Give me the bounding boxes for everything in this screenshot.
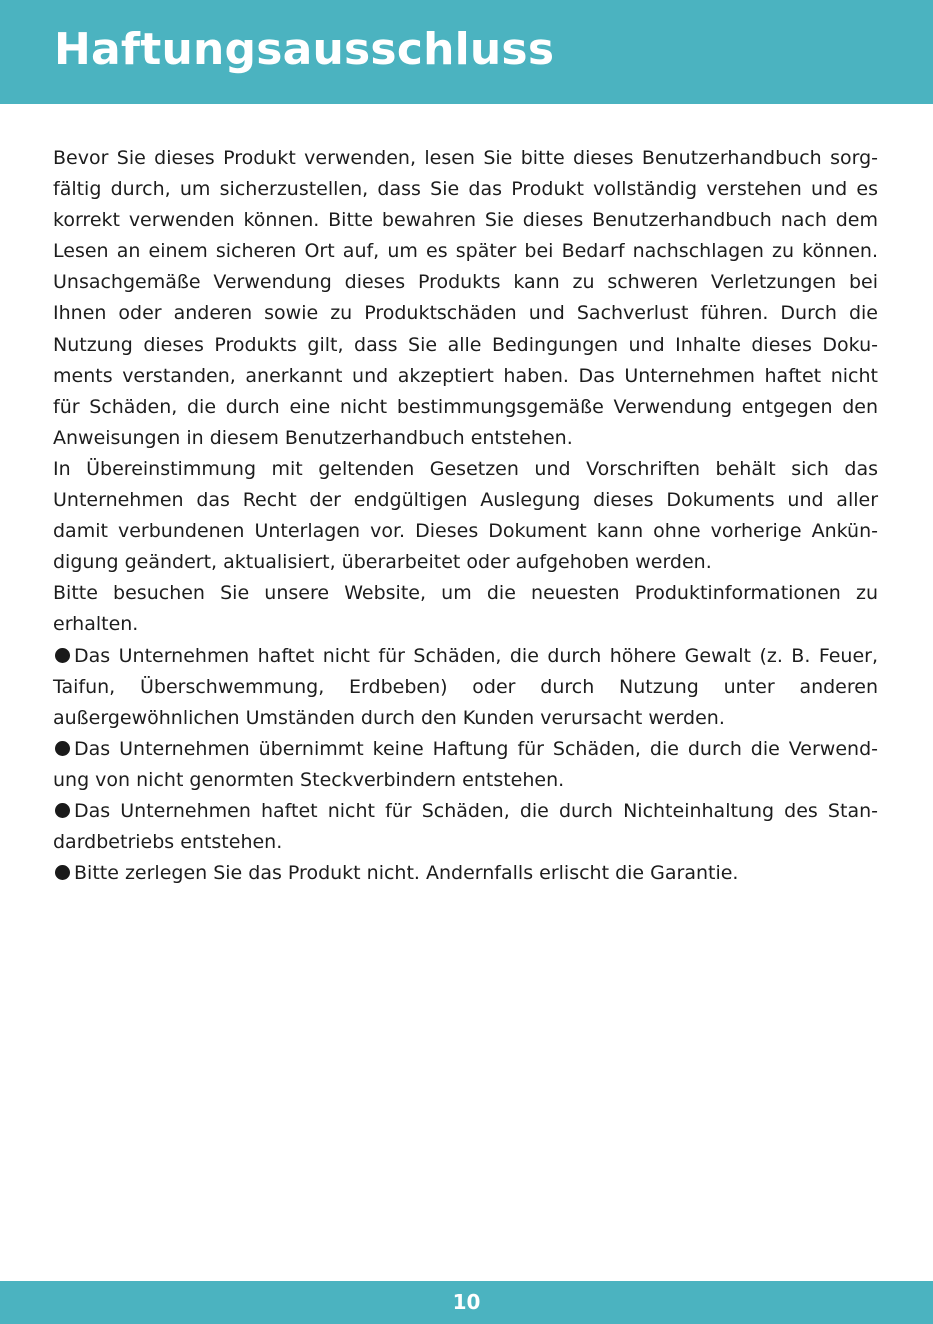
footer-bar xyxy=(0,1281,933,1324)
bullet-dot-icon xyxy=(55,865,70,880)
bullet-dot-icon xyxy=(55,803,70,818)
website-paragraph: Bitte besuchen Sie unsere Website, um die neuesten Produktinformationen zu erhalten. xyxy=(53,582,878,636)
bullet-text: Das Unternehmen haftet nicht für Schäden, die durch höhere Gewalt (z. B. Feuer, Taifun, Überschwemmung, Erdbeben) oder durch Nutzung unter anderen außergewöhnlichen Umständen durch den Kunden verursacht werden. xyxy=(53,644,878,729)
bullet-item xyxy=(53,796,878,858)
bullet-item xyxy=(53,858,878,889)
intro-paragraph: Bevor Sie dieses Produkt verwenden, lesen Sie bitte dieses Benutzerhandbuch sorgfältig durch, um sicherzustellen, dass Sie das Produkt vollständig verstehen und es korrekt verwenden können. Bitte bewahren Sie dieses Benutzerhandbuch nach dem Lesen an einem sicheren Ort auf, um es später bei Bedarf nachschlagen zu können. Unsachgemäße Verwendung dieses Produkts kann zu schweren Verletzungen bei Ihnen oder anderen sowie zu Produktschäden und Sachverlust führen. Durch die Nutzung dieses Produkts gilt, dass Sie alle Bedingungen und Inhalte dieses Dokuments verstanden, anerkannt und akzeptiert haben. Das Unternehmen haftet nicht für Schäden, die durch eine nicht bestimmungsgemäße Verwendung entgegen den Anweisungen in diesem Benutzerhandbuch entstehen. xyxy=(53,147,878,449)
page-number: 10 xyxy=(452,1290,481,1314)
bullet-dot-icon xyxy=(55,648,70,663)
header-bar xyxy=(0,0,933,104)
bullet-text: Das Unternehmen haftet nicht für Schäden, die durch Nichteinhaltung des Standardbetriebs entstehen. xyxy=(53,799,878,854)
bullet-item xyxy=(53,641,878,734)
document-body xyxy=(53,143,878,889)
bullet-text: Das Unternehmen übernimmt keine Haftung für Schäden, die durch die Verwendung von nicht genormten Steckverbindern entstehen. xyxy=(53,737,878,791)
page-title: Haftungsausschluss xyxy=(54,24,555,75)
bullet-item xyxy=(53,734,878,796)
bullet-text: Bitte zerlegen Sie das Produkt nicht. Andernfalls erlischt die Garantie. xyxy=(74,862,739,885)
bullet-dot-icon xyxy=(55,741,70,756)
legal-paragraph: In Übereinstimmung mit geltenden Gesetzen und Vorschriften behält sich das Unternehmen das Recht der endgültigen Auslegung dieses Dokuments und aller damit verbundenen Unterlagen vor. Dieses Dokument kann ohne vorherige Ankündigung geändert, aktualisiert, überarbeitet oder aufgehoben werden. xyxy=(53,457,878,574)
